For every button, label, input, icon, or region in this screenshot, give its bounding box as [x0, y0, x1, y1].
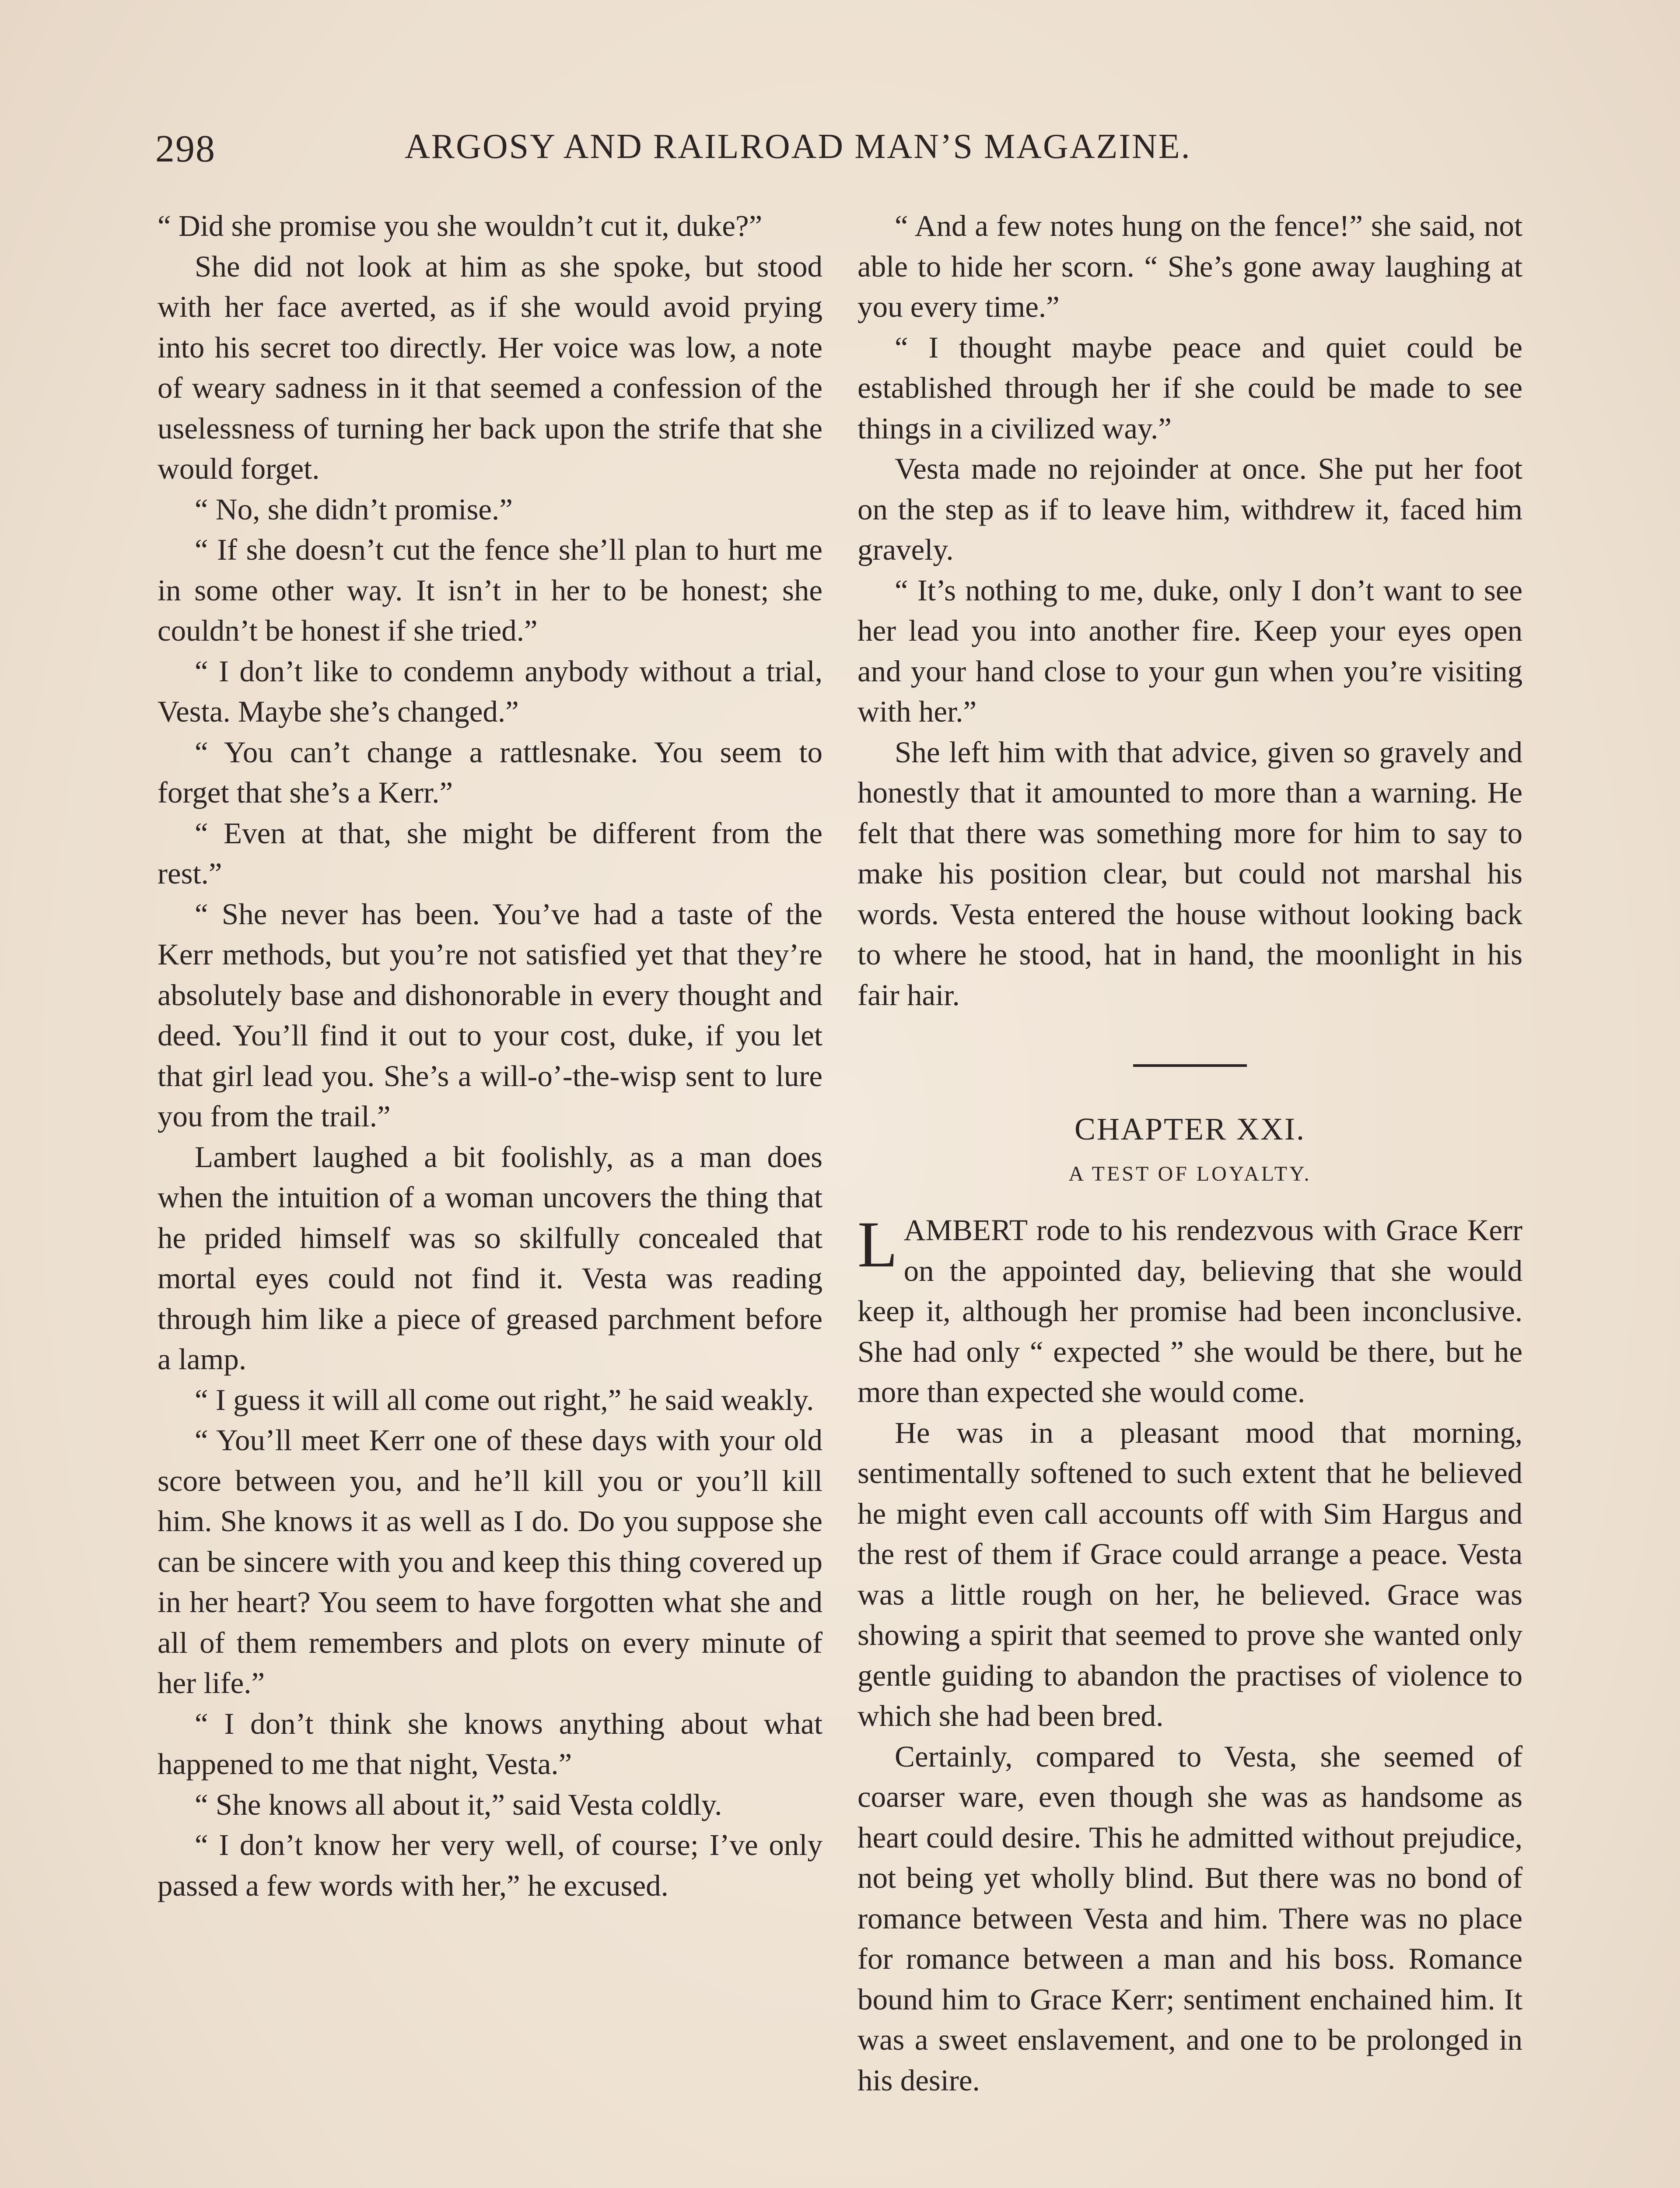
- right-column: [858, 206, 1522, 2100]
- paragraph: “ I guess it will all come out right,” he said weakly.: [195, 1383, 814, 1417]
- paragraph: She did not look at him as she spoke, but stood with her face averted, as if she would avoid prying into his secret too directly. Her voice was low, a note of weary sadness in it that seemed a confession of the uselessness of turning her back upon the strife that she would forget.: [158, 249, 822, 485]
- paragraph: “ I thought maybe peace and quiet could be established through her if she could be made to see things in a civilized way.”: [858, 330, 1522, 445]
- drop-cap: L: [858, 1208, 898, 1281]
- paragraph: He was in a pleasant mood that morning, sentimentally softened to such extent that he believed he might even call accounts off with Sim Hargus and the rest of them if Grace could arrange a peace. Vesta was a little rough on her, he believed. Grace was showing a spirit that seemed to prove she wanted only gentle guiding to abandon the practises of violence to which she had been bred.: [858, 1416, 1522, 1732]
- running-head: ARGOSY AND RAILROAD MAN’S MAGAZINE.: [405, 127, 1191, 166]
- paragraph: “ And a few notes hung on the fence!” she said, not able to hide her scorn. “ She’s gone away laughing at you every time.”: [858, 209, 1522, 323]
- paragraph: “ You’ll meet Kerr one of these days with your old score between you, and he’ll kill you or you’ll kill him. She knows it as well as I do. Do you suppose she can be sincere with you and keep this thing covered up in her heart? You seem to have forgotten what she and all of them remembers and plots on every minute of her life.”: [158, 1424, 822, 1700]
- chapter-title: CHAPTER XXI.: [1074, 1112, 1306, 1147]
- paragraph: “ Did she promise you she wouldn’t cut it, duke?”: [158, 209, 763, 242]
- paragraph: “ Even at that, she might be different from the rest.”: [158, 816, 822, 890]
- paragraph: Lambert laughed a bit foolishly, as a man does when the intuition of a woman uncovers the thing that he prided himself was so skilfully concealed that mortal eyes could not find it. Vesta was reading through him like a piece of greased parchment before a lamp.: [158, 1140, 822, 1376]
- paragraph: “ I don’t think she knows anything about what happened to me that night, Vesta.”: [158, 1707, 822, 1781]
- paragraph: “ You can’t change a rattlesnake. You seem to forget that she’s a Kerr.”: [158, 735, 822, 809]
- paragraph: Vesta made no rejoinder at once. She put her foot on the step as if to leave him, withdrew it, faced him gravely.: [858, 452, 1522, 566]
- page-header: [155, 127, 1512, 175]
- paragraph: “ I don’t know her very well, of course; I’ve only passed a few words with her,” he excused.: [158, 1828, 822, 1902]
- chapter-subtitle: A TEST OF LOYALTY.: [1068, 1162, 1312, 1185]
- section-divider: [1133, 1064, 1247, 1067]
- paragraph: “ If she doesn’t cut the fence she’ll plan to hurt me in some other way. It isn’t in her to be honest; she couldn’t be honest if she tried.”: [158, 533, 822, 647]
- paragraph: She left him with that advice, given so gravely and honestly that it amounted to more than a warning. He felt that there was something more for him to say to make his position clear, but could not marshal his words. Vesta entered the house without looking back to where he stood, hat in hand, the moonlight in his fair hair.: [858, 735, 1522, 1012]
- paragraph: “ I don’t like to condemn anybody without a trial, Vesta. Maybe she’s changed.”: [158, 654, 822, 728]
- paragraph: “ She never has been. You’ve had a taste of the Kerr methods, but you’re not satisfied yet that they’re absolutely base and dishonorable in every thought and deed. You’ll find it out to your cost, duke, if you let that girl lead you. She’s a will-o’-the-wisp sent to lure you from the trail.”: [158, 897, 822, 1133]
- paragraph: “ She knows all about it,” said Vesta coldly.: [195, 1788, 722, 1821]
- left-column: [158, 206, 822, 1906]
- opening-text: AMBERT rode to his rendezvous with Grace Kerr on the appointed day, believing that she would keep it, although her promise had been inconclusive. She had only “ expected ” she would be there, but he more than expected she would come.: [858, 1213, 1522, 1409]
- paragraph: Certainly, compared to Vesta, she seemed of coarser ware, even though she was as handsome as heart could desire. This he admitted without prejudice, not being yet wholly blind. But there was no bond of romance between Vesta and him. There was no place for romance between a man and his boss. Romance bound him to Grace Kerr; sentiment enchained him. It was a sweet enslavement, and one to be prolonged in his desire.: [858, 1739, 1522, 2097]
- chapter-opening-paragraph: [858, 1210, 1522, 1413]
- paragraph: “ It’s nothing to me, duke, only I don’t want to see her lead you into another fire. Keep your eyes open and your hand close to your gun when you’re visiting with her.”: [858, 573, 1522, 728]
- page-number: 298: [155, 128, 216, 170]
- paragraph: “ No, she didn’t promise.”: [195, 492, 513, 526]
